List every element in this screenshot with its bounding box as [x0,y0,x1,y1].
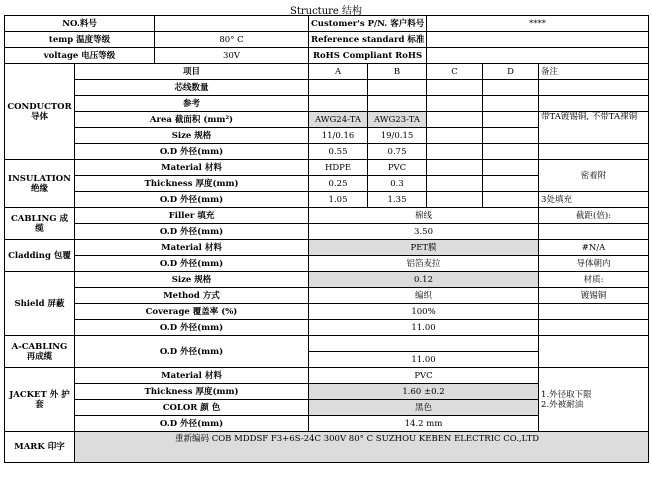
rohs-label: RoHS Compliant RoHS [309,48,427,64]
insulation-section-label: INSULATION 绝缘 [5,160,75,208]
conductor-size-a: 11/0.16 [309,128,368,144]
temp-label: temp 温度等级 [5,32,155,48]
voltage-value: 30V [155,48,309,64]
cladding-section-label: Cladding 包覆 [5,240,75,272]
cell-empty [483,192,539,208]
jacket-material-row [5,368,649,384]
cell-empty [427,176,483,192]
no-value [155,16,309,32]
shield-remark-2: 镀锡铜 [539,288,649,304]
mark-section-label: MARK 印字 [5,432,75,463]
cell-empty [309,336,539,352]
cladding-remark-2: 导体朝内 [539,256,649,272]
insulation-material-label: Material 材料 [75,160,309,176]
cell-empty [539,304,649,320]
cell-empty [427,160,483,176]
cell-empty [539,80,649,96]
jacket-od-value: 14.2 mm [309,416,539,432]
mark-row [5,432,649,463]
insulation-od-a: 1.05 [309,192,368,208]
a-cabling-section-label: A-CABLING 再成缆 [5,336,75,368]
shield-size-label: Size 规格 [75,272,309,288]
shield-method-label: Method 方式 [75,288,309,304]
cell-empty [483,144,539,160]
shield-coverage-value: 100% [309,304,539,320]
a-cabling-top-row [5,336,649,352]
jacket-section-label: JACKET 外 护 套 [5,368,75,432]
column-b: B [368,64,427,80]
conductor-od-label: O.D 外径(mm) [75,144,309,160]
column-d: D [483,64,539,80]
shield-size-value: 0.12 [309,272,539,288]
cell-empty [483,160,539,176]
cell-empty [539,96,649,112]
insulation-od-b: 1.35 [368,192,427,208]
column-item: 项目 [75,64,309,80]
jacket-color-label: COLOR 颜 色 [75,400,309,416]
header-row-temp [5,32,649,48]
cell-empty [483,128,539,144]
conductor-count-label: 芯线数量 [75,80,309,96]
cell-empty [368,80,427,96]
shield-coverage-row [5,304,649,320]
shield-size-row [5,272,649,288]
cladding-od-label: O.D 外径(mm) [75,256,309,272]
jacket-color-value: 黑色 [309,400,539,416]
insulation-od-label: O.D 外径(mm) [75,192,309,208]
shield-coverage-label: Coverage 覆盖率 (%) [75,304,309,320]
cabling-od-label: O.D 外径(mm) [75,224,309,240]
conductor-od-a: 0.55 [309,144,368,160]
cabling-remark: 截距(倍): [539,208,649,224]
rohs-value [427,48,649,64]
conductor-size-label: Size 规格 [75,128,309,144]
conductor-remark: 带TA镀锡铜, 不带TA裸铜 [539,112,649,144]
shield-remark-1: 材质: [539,272,649,288]
insulation-thickness-label: Thickness 厚度(mm) [75,176,309,192]
insulation-material-row [5,160,649,176]
cell-empty [483,176,539,192]
insulation-od-row [5,192,649,208]
conductor-area-b: AWG23-TA [368,112,427,128]
cabling-section-label: CABLING 成缆 [5,208,75,240]
header-row-no [5,16,649,32]
insulation-material-b: PVC [368,160,427,176]
cladding-od-row [5,256,649,272]
conductor-area-row [5,112,649,128]
cabling-od-value: 3.50 [309,224,539,240]
cladding-material-label: Material 材料 [75,240,309,256]
structure-table [4,15,649,463]
cell-empty [309,80,368,96]
cell-empty [427,144,483,160]
cell-empty [483,112,539,128]
customer-pn-value: **** [427,16,649,32]
column-a: A [309,64,368,80]
a-cabling-od-value: 11.00 [309,352,539,368]
temp-value: 80° C [155,32,309,48]
conductor-area-a: AWG24-TA [309,112,368,128]
cabling-filler-value: 棉线 [309,208,539,224]
cell-empty [483,96,539,112]
cell-empty [427,128,483,144]
jacket-thickness-label: Thickness 厚度(mm) [75,384,309,400]
shield-method-value: 编织 [309,288,539,304]
a-cabling-od-label: O.D 外径(mm) [75,336,309,368]
reference-value [427,32,649,48]
conductor-ref-row [5,96,649,112]
column-c: C [427,64,483,80]
conductor-section-label: CONDUCTOR导体 [5,64,75,160]
conductor-od-row [5,144,649,160]
cell-empty [368,96,427,112]
mark-value: 重新编码 COB MDDSF F3+6S-24C 300V 80° C SUZHOU KEBEN ELECTRIC CO.,LTD [75,432,649,463]
shield-od-label: O.D 外径(mm) [75,320,309,336]
voltage-label: voltage 电压等级 [5,48,155,64]
conductor-size-b: 19/0.15 [368,128,427,144]
cell-empty [539,224,649,240]
insulation-remark-2: 3处填充 [539,192,649,208]
cell-empty [483,80,539,96]
jacket-remark [539,368,649,432]
cabling-filler-label: Filler 填充 [75,208,309,224]
conductor-count-row [5,80,649,96]
cabling-od-row [5,224,649,240]
customer-pn-label: Customer's P/N. 客户料号 [309,16,427,32]
cladding-remark-1: #N/A [539,240,649,256]
cladding-material-row [5,240,649,256]
cell-empty [427,112,483,128]
insulation-remark-1: 密着附 [539,160,649,192]
header-row-voltage [5,48,649,64]
jacket-od-label: O.D 外径(mm) [75,416,309,432]
cell-empty [427,96,483,112]
conductor-area-label: Area 截面积 (mm²) [75,112,309,128]
cell-empty [309,96,368,112]
column-header-row [5,64,649,80]
shield-od-value: 11.00 [309,320,539,336]
cell-empty [427,80,483,96]
jacket-remark-2: 2.外被耐油 [541,399,584,410]
conductor-ref-label: 参考 [75,96,309,112]
jacket-remark-1: 1.外径取下限 [541,389,592,400]
insulation-thickness-a: 0.25 [309,176,368,192]
jacket-thickness-value: 1.60 ±0.2 [309,384,539,400]
cell-empty [539,336,649,368]
cabling-filler-row [5,208,649,224]
cell-empty [539,144,649,160]
shield-section-label: Shield 屏蔽 [5,272,75,336]
column-remark: 备注 [539,64,649,80]
jacket-material-value: PVC [309,368,539,384]
shield-method-row [5,288,649,304]
cell-empty [539,320,649,336]
cladding-od-value: 铝箔麦拉 [309,256,539,272]
document-title: Structure 结构 [289,6,363,17]
insulation-material-a: HDPE [309,160,368,176]
shield-od-row [5,320,649,336]
cell-empty [427,192,483,208]
no-label: NO.料号 [5,16,155,32]
insulation-thickness-b: 0.3 [368,176,427,192]
reference-label: Reference standard 标准 [309,32,427,48]
conductor-od-b: 0.75 [368,144,427,160]
jacket-material-label: Material 材料 [75,368,309,384]
cladding-material-value: PET膜 [309,240,539,256]
